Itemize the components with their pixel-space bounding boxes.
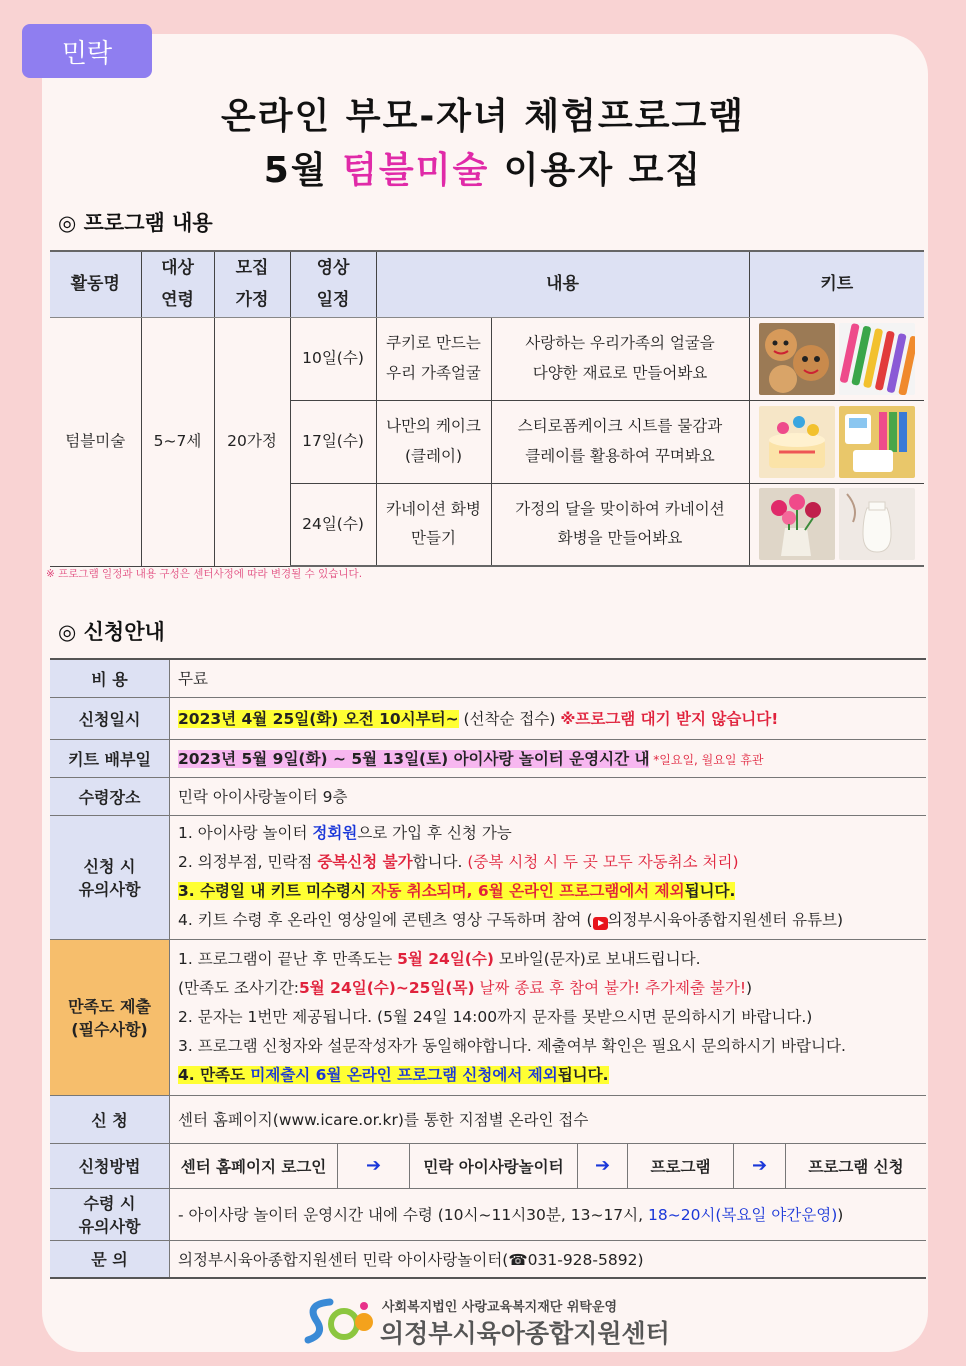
apply-text: 센터 홈페이지(www.icare.or.kr)를 통한 지점별 온라인 접수 [170, 1095, 927, 1143]
branch-tag: 민락 [22, 24, 152, 78]
method-steps [170, 1143, 927, 1188]
schedule-change-note: ※ 프로그램 일정과 내용 구성은 센터사정에 따라 변경될 수 있습니다. [46, 568, 363, 580]
kit-date-label: 키트 배부일 [50, 739, 170, 777]
step-login: 센터 홈페이지 로그인 [170, 1144, 338, 1188]
vase-photo [839, 488, 915, 560]
cookie-face-photo [759, 323, 835, 395]
col-kit: 키트 [749, 251, 924, 317]
cost-label: 비 용 [50, 659, 170, 697]
session-desc: 가정의 달을 맞이하여 카네이션 화병을 만들어봐요 [491, 483, 749, 566]
pickup-caution-label: 수령 시 유의사항 [50, 1188, 170, 1240]
method-label: 신청방법 [50, 1143, 170, 1188]
title-highlight: 텀블미술 [342, 150, 490, 191]
apply-date-value: 2023년 4월 25일(화) 오전 10시부터~ (선착순 접수) ※프로그램 대기 받지 않습니다! [170, 697, 927, 739]
activity-cell: 텀블미술 [50, 317, 141, 566]
clay-kit-photo [839, 406, 915, 478]
arrow-icon: ➔ [338, 1144, 410, 1188]
col-video-date: 영상 일정 [290, 251, 376, 317]
kit-date-value: 2023년 5월 9일(화) ~ 5월 13일(토) 아이사랑 놀이터 운영시간 내 *일요일, 월요일 휴관 [170, 739, 927, 777]
survey-label: 만족도 제출 (필수사항) [50, 939, 170, 1095]
poster-title-line1: 온라인 부모-자녀 체험프로그램 [220, 96, 746, 137]
date-cell: 10일(수) [290, 317, 376, 400]
pickup-caution-value: - 아이사랑 놀이터 운영시간 내에 수령 (10시~11시30분, 13~17시, 18~20시(목요일 야간운영)) [170, 1188, 927, 1240]
age-cell: 5~7세 [141, 317, 214, 566]
cost-value: 무료 [170, 659, 927, 697]
step-apply: 프로그램 신청 [808, 1157, 904, 1176]
poster-title-line2: 5월 텀블미술 이용자 모집 [263, 150, 703, 191]
apply-label: 신 청 [50, 1095, 170, 1143]
session-desc: 스티로폼케이크 시트를 물감과 클레이를 활용하여 꾸며봐요 [491, 400, 749, 483]
footer-sub: 사회복지법인 사랑교육복지재단 위탁운영 [382, 1300, 618, 1315]
pickup-place-label: 수령장소 [50, 777, 170, 815]
arrow-icon: ➔ [578, 1144, 628, 1188]
kit-photo-cell [749, 483, 924, 566]
pickup-place-value: 민락 아이사랑놀이터 9층 [170, 777, 927, 815]
program-table [50, 250, 924, 567]
decorated-cake-photo [759, 406, 835, 478]
kit-photo-cell [749, 400, 924, 483]
section-program-heading: ◎ 프로그램 내용 [58, 211, 213, 235]
center-logo-icon [300, 1292, 380, 1348]
session-title: 카네이션 화병 만들기 [376, 483, 491, 566]
section-apply-heading: ◎ 신청안내 [58, 620, 165, 644]
footer-logo [300, 1292, 680, 1348]
col-families: 모집 가정 [214, 251, 290, 317]
step-program: 프로그램 [628, 1144, 734, 1188]
families-cell: 20가정 [214, 317, 290, 566]
application-table [50, 658, 926, 1279]
contact-value: 의정부시육아종합지원센터 민락 아이사랑놀이터(☎031-928-5892) [170, 1240, 927, 1278]
apply-date-label: 신청일시 [50, 697, 170, 739]
carnation-vase-photo [759, 488, 835, 560]
survey-list: 1. 프로그램이 끝난 후 만족도는 5월 24일(수) 모바일(문자)로 보내드립니다. (만족도 조사기간:5월 24일(수)~25일(목) 날짜 종료 후 참여 불가! 추가제출 불가!) 2. 문자는 1번만 제공됩니다. (5월 24일 14:00까지 문자를 못받으시면 문의하시기 바랍니다.) 3. 프로그램 신청자와 설문작성자가 동일해야합니다. 제출여부 확인은 필요시 문의하시기 바랍니다. 4. 만족도 미제출시 6월 온라인 프로그램 신청에서 제외됩니다. [170, 939, 927, 1095]
date-cell: 24일(수) [290, 483, 376, 566]
date-cell: 17일(수) [290, 400, 376, 483]
contact-label: 문 의 [50, 1240, 170, 1278]
caution-list: 1. 아이사랑 놀이터 정회원으로 가입 후 신청 가능 2. 의정부점, 민락점 중복신청 불가합니다. (중복 시청 시 두 곳 모두 자동취소 처리) 3. 수령일 내 키트 미수령시 자동 취소되며, 6월 온라인 프로그램에서 제외됩니다. 4. 키트 수령 후 온라인 영상일에 콘텐츠 영상 구독하며 참여 ( 의정부시육아종합지원센터 유튜브) [170, 815, 927, 939]
kit-photo-cell [749, 317, 924, 400]
col-content: 내용 [376, 251, 749, 317]
col-activity: 활동명 [50, 251, 141, 317]
col-age: 대상 연령 [141, 251, 214, 317]
youtube-icon [593, 917, 608, 930]
footer-main: 의정부시육아종합지원센터 [380, 1319, 670, 1348]
step-branch: 민락 아이사랑놀이터 [410, 1144, 578, 1188]
session-desc: 사랑하는 우리가족의 얼굴을 다양한 재료로 만들어봐요 [491, 317, 749, 400]
arrow-icon: ➔ [734, 1144, 786, 1188]
session-title: 나만의 케이크 (클레이) [376, 400, 491, 483]
session-title: 쿠키로 만드는 우리 가족얼굴 [376, 317, 491, 400]
caution-label: 신청 시 유의사항 [50, 815, 170, 939]
icing-pens-photo [839, 323, 915, 395]
